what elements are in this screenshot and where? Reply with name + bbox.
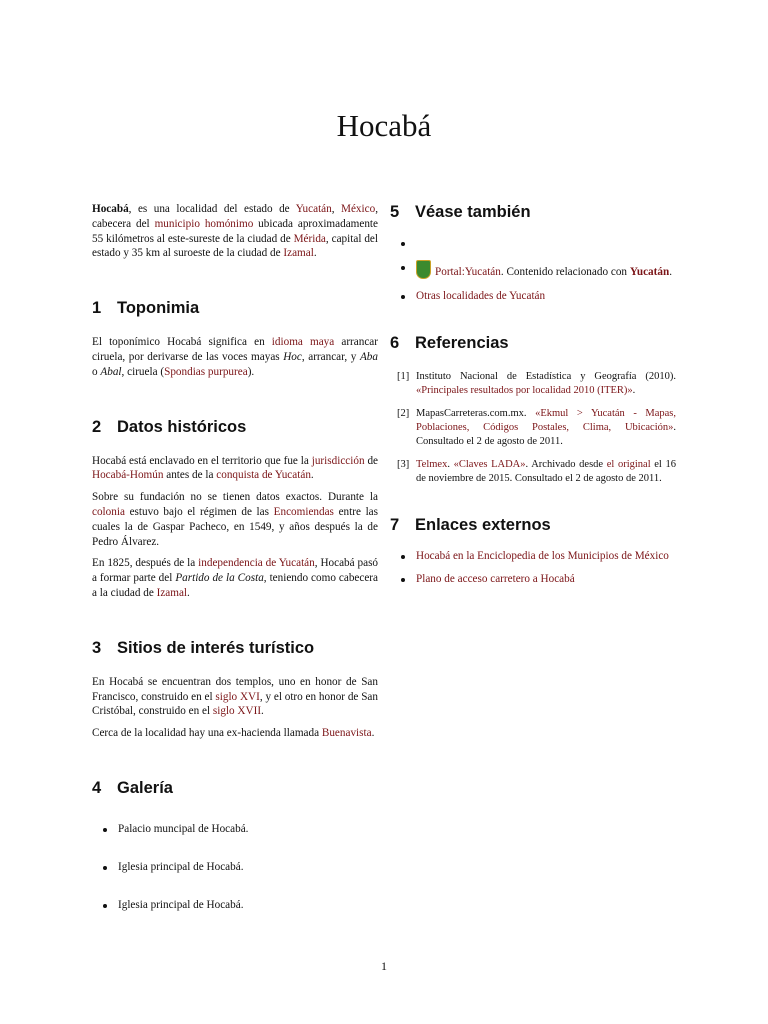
section-title: Datos históricos: [117, 417, 247, 436]
link-independencia[interactable]: independencia de Yucatán: [198, 557, 315, 570]
section-title: Toponimia: [117, 299, 200, 318]
link-plano-acceso[interactable]: Plano de acceso carretero a Hocabá: [416, 573, 575, 586]
link-enciclopedia-municipios[interactable]: Hocabá en la Enciclopedia de los Municipios de México: [416, 549, 669, 562]
link-merida[interactable]: Mérida: [293, 232, 326, 245]
link-ref-iter[interactable]: «Principales resultados por localidad 2010 (ITER)»: [416, 384, 633, 396]
link-izamal[interactable]: Izamal: [283, 247, 314, 260]
page-title: Hocabá: [336, 108, 432, 143]
reference-number: [3]: [397, 458, 410, 470]
text: . Archivado desde: [525, 458, 607, 470]
link-ref-ekmul[interactable]: «Ekmul > Yucatán - Mapas, Poblaciones, Códigos Postales, Clima, Ubicación»: [416, 407, 676, 433]
link-idioma-maya[interactable]: idioma maya: [271, 336, 335, 349]
historia-paragraph-1: [92, 454, 378, 484]
text: Cerca de la localidad hay una ex-hacienda llamada: [92, 727, 322, 740]
link-ref-original[interactable]: el original: [606, 458, 651, 470]
text: , y el otro en honor de San Cristóbal, construido en el: [92, 690, 378, 718]
toponimia-paragraph: [92, 335, 378, 379]
section-number: 6: [390, 333, 400, 352]
external-links-list: [390, 549, 676, 588]
link-siglo-xvii[interactable]: siglo XVII: [212, 705, 262, 718]
text: .: [313, 247, 317, 260]
text: ).: [247, 365, 255, 378]
italic-text: Aba: [359, 350, 378, 363]
text: estuvo bajo el régimen de las: [124, 505, 274, 518]
text: , teniendo como cabecera a la ciudad de: [92, 572, 378, 599]
left-column: [92, 202, 378, 912]
list-item: [390, 260, 676, 280]
section-number: 4: [92, 778, 102, 797]
page-number: 1: [381, 959, 387, 973]
reference-item: [390, 370, 676, 398]
section-heading-sitios: [92, 638, 378, 658]
list-item: [390, 289, 676, 304]
references-list: [390, 370, 676, 486]
text: , arrancar, y: [301, 350, 360, 363]
section-title: Véase también: [415, 203, 531, 221]
sitios-paragraph-2: [92, 726, 378, 741]
link-otras-localidades[interactable]: Otras localidades de Yucatán: [416, 289, 546, 302]
text: .: [310, 469, 314, 482]
text: Sobre su fundación no se tienen datos exactos. Durante la: [92, 491, 378, 504]
reference-number: [1]: [397, 370, 410, 382]
text: .: [187, 586, 190, 599]
section-heading-galeria: [92, 778, 378, 798]
link-buenavista[interactable]: Buenavista: [321, 727, 372, 740]
text: .: [632, 384, 636, 396]
text: En 1825, después de la: [92, 557, 199, 570]
text: o: [92, 365, 101, 378]
link-portal-yucatan[interactable]: Portal:Yucatán: [435, 266, 501, 278]
section-title: Enlaces externos: [415, 515, 551, 534]
section-number: 3: [92, 638, 102, 657]
text: , Hocabá pasó a formar parte del: [92, 557, 379, 585]
gallery-caption: Iglesia principal de Hocabá.: [92, 860, 378, 875]
text: Instituto Nacional de Estadística y Geografía (2010).: [416, 370, 676, 382]
gallery-list: [92, 822, 378, 912]
right-column: [390, 202, 676, 587]
italic-text: Hoc: [283, 350, 302, 363]
italic-text: Abal: [100, 365, 122, 378]
link-conquista[interactable]: conquista de Yucatán: [216, 469, 311, 482]
text: , ciruela (: [121, 365, 165, 378]
section-number: 7: [390, 515, 400, 534]
text: , capital del estado y 35 km al suroeste de la ciudad de: [92, 232, 379, 260]
link-jurisdiccion[interactable]: jurisdicción: [311, 454, 365, 467]
link-mexico[interactable]: México: [341, 203, 376, 215]
text: .: [447, 458, 454, 470]
link-yucatan[interactable]: Yucatán: [295, 203, 332, 215]
text: ubicada aproximadamente 55 kilómetros al este-sureste de la ciudad de: [92, 217, 378, 245]
see-also-list: [390, 236, 676, 304]
list-item: [390, 572, 676, 587]
intro-paragraph: [92, 202, 378, 261]
text: En Hocabá se encuentran dos templos, uno en honor de San Francisco, construido en el: [92, 675, 378, 703]
list-item: [390, 549, 676, 564]
reference-number: [2]: [397, 407, 410, 419]
gallery-caption: Palacio muncipal de Hocabá.: [92, 822, 378, 837]
historia-paragraph-2: [92, 490, 378, 549]
link-izamal-2[interactable]: Izamal: [156, 586, 188, 599]
text: . Contenido relacionado con: [500, 266, 630, 278]
text: El toponímico Hocabá significa en: [92, 336, 272, 349]
text: .: [261, 705, 264, 718]
section-number: 2: [92, 417, 102, 436]
text: arrancar ciruela, por derivarse de las voces mayas: [92, 336, 378, 363]
section-heading-referencias: [390, 333, 676, 353]
sitios-paragraph-1: [92, 675, 378, 719]
section-title: Sitios de interés turístico: [117, 638, 315, 657]
text: Hocabá está enclavado en el territorio que fue la: [92, 454, 312, 467]
section-heading-datos-historicos: [92, 417, 378, 437]
link-municipio[interactable]: municipio homónimo: [154, 217, 254, 230]
gallery-caption: Iglesia principal de Hocabá.: [92, 898, 378, 913]
intro-bold-name: Hocabá: [92, 203, 129, 215]
text: MapasCarreteras.com.mx.: [416, 407, 536, 419]
reference-item: [390, 407, 676, 449]
section-number: 5: [390, 203, 400, 221]
text: .: [371, 727, 375, 740]
text: el 16 de noviembre de 2015. Consultado el 2 de agosto de 2011.: [416, 458, 676, 484]
section-title: Galería: [117, 778, 173, 797]
text: antes de la: [163, 469, 217, 482]
reference-item: [390, 458, 676, 486]
historia-paragraph-3: [92, 556, 378, 600]
section-heading-enlaces-externos: [390, 515, 676, 535]
section-heading-vease-tambien: [390, 202, 676, 222]
link-ref-telmex[interactable]: Telmex: [416, 458, 448, 470]
text: . Consultado el 2 de agosto de 2011.: [416, 421, 676, 447]
text: , es una localidad del estado de: [128, 203, 296, 215]
section-heading-toponimia: [92, 298, 378, 318]
link-yucatan-bold[interactable]: Yucatán: [629, 266, 670, 278]
list-item-empty: [390, 236, 676, 251]
yucatan-coat-of-arms-icon: [416, 260, 431, 279]
text: .: [669, 266, 672, 278]
text: , cabecera del: [92, 203, 378, 230]
link-spondias[interactable]: Spondias purpurea: [164, 365, 248, 378]
text: de: [364, 454, 379, 467]
text: ,: [331, 203, 342, 215]
link-colonia[interactable]: colonia: [92, 505, 125, 518]
section-title: Referencias: [415, 333, 509, 352]
link-ref-claves-lada[interactable]: «Claves LADA»: [453, 458, 526, 470]
italic-text: Partido de la Costa: [175, 572, 264, 585]
link-hocaba-homun[interactable]: Hocabá-Homún: [92, 469, 164, 482]
link-siglo-xvi[interactable]: siglo XVI: [215, 690, 260, 703]
text: entre las cuales la de Gaspar Pacheco, en 1549, y años después la de Pedro Álvarez.: [92, 505, 378, 548]
section-number: 1: [92, 299, 102, 318]
link-encomiendas[interactable]: Encomiendas: [273, 505, 334, 518]
